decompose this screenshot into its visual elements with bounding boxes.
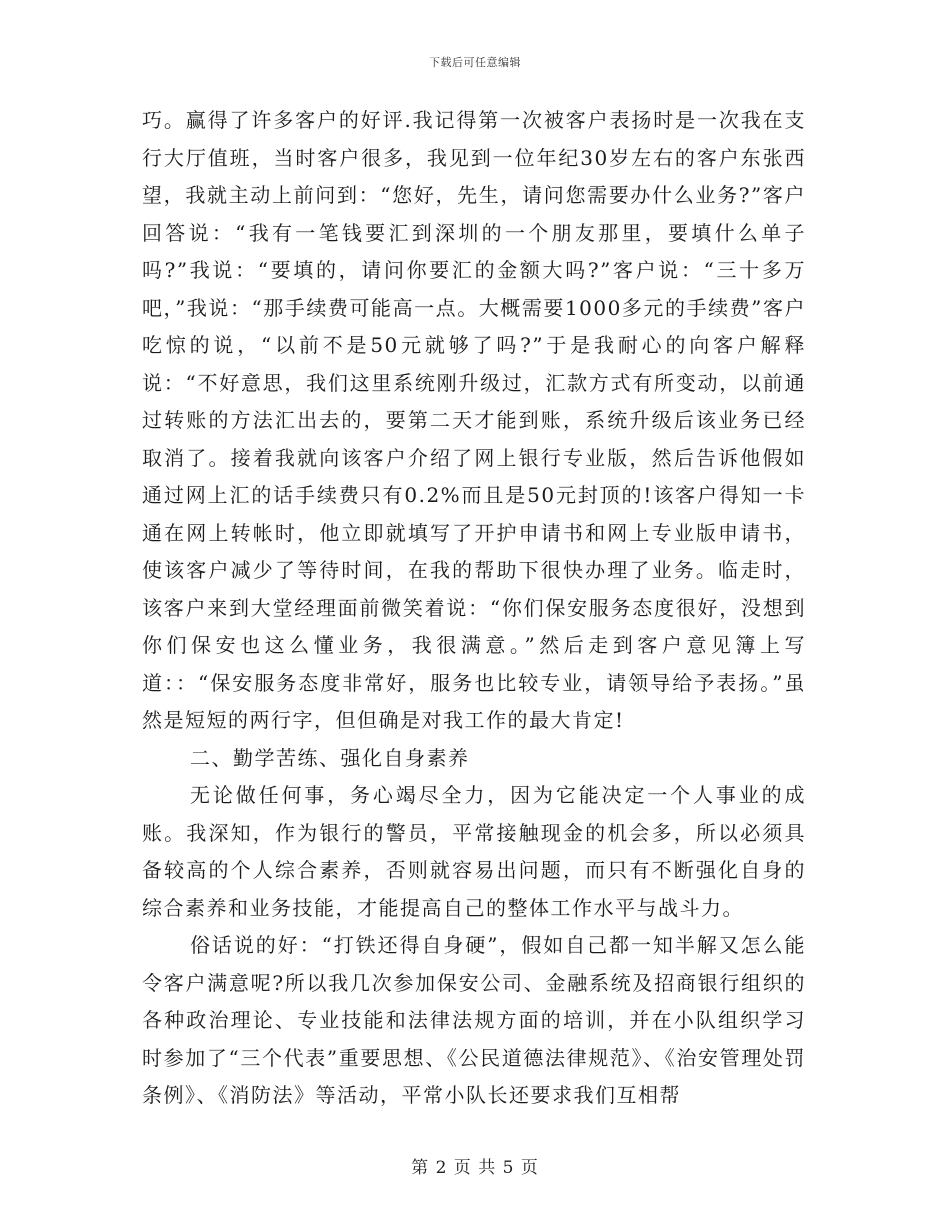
document-body bbox=[142, 102, 806, 1115]
paragraph-self-improvement: 无论做任何事，务心竭尽全力，因为它能决定一个人事业的成账。我深知，作为银行的警员，平常接触现金的机会多，所以必须具备较高的个人综合素养，否则就容易出问题，而只有不断强化自身的综合素养和业务技能，才能提高自己的整体工作水平与战斗力。 bbox=[142, 783, 806, 920]
paragraph-training: 俗话说的好：“打铁还得自身硬”，假如自己都一知半解又怎么能令客户满意呢?所以我几次参加保安公司、金融系统及招商银行组织的各种政治理论、专业技能和法律法规方面的培训，并在小队组织学习时参加了“三个代表”重要思想、《公民道德法律规范》、《治安管理处罚条例》、《消防法》等活动，平常小队长还要求我们互相帮 bbox=[142, 933, 806, 1107]
paragraph-customer-story: 巧。赢得了许多客户的好评.我记得第一次被客户表扬时是一次我在支行大厅值班，当时客户很多，我见到一位年纪30岁左右的客户东张西望，我就主动上前问到：“您好，先生，请问您需要办什么业务?”客户回答说：“我有一笔钱要汇到深圳的一个朋友那里，要填什么单子吗?”我说：“要填的，请问你要汇的金额大吗?”客户说：“三十多万吧，”我说：“那手续费可能高一点。大概需要1000多元的手续费”客户吃惊的说，“以前不是50元就够了吗?”于是我耐心的向客户解释说：“不好意思，我们这里系统刚升级过，汇款方式有所变动，以前通过转账的方法汇出去的，要第二天才能到账，系统升级后该业务已经取消了。接着我就向该客户介绍了网上银行专业版，然后告诉他假如通过网上汇的话手续费只有0.2%而且是50元封顶的!该客户得知一卡通在网上转帐时，他立即就填写了开护申请书和网上专业版申请书，使该客户减少了等待时间，在我的帮助下很快办理了业务。临走时，该客户来到大堂经理面前微笑着说：“你们保安服务态度很好，没想到你们保安也这么懂业务，我很满意。”然后走到客户意见簿上写道：：“保安服务态度非常好，服务也比较专业，请领导给予表扬。”虽然是短短的两行字，但但确是对我工作的最大肯定! bbox=[142, 108, 806, 732]
section-heading: 二、勤学苦练、强化自身素养 bbox=[190, 745, 470, 770]
page-header: 下载后可任意编辑 bbox=[429, 56, 521, 69]
page-number: 第 2 页 共 5 页 bbox=[411, 1158, 539, 1178]
